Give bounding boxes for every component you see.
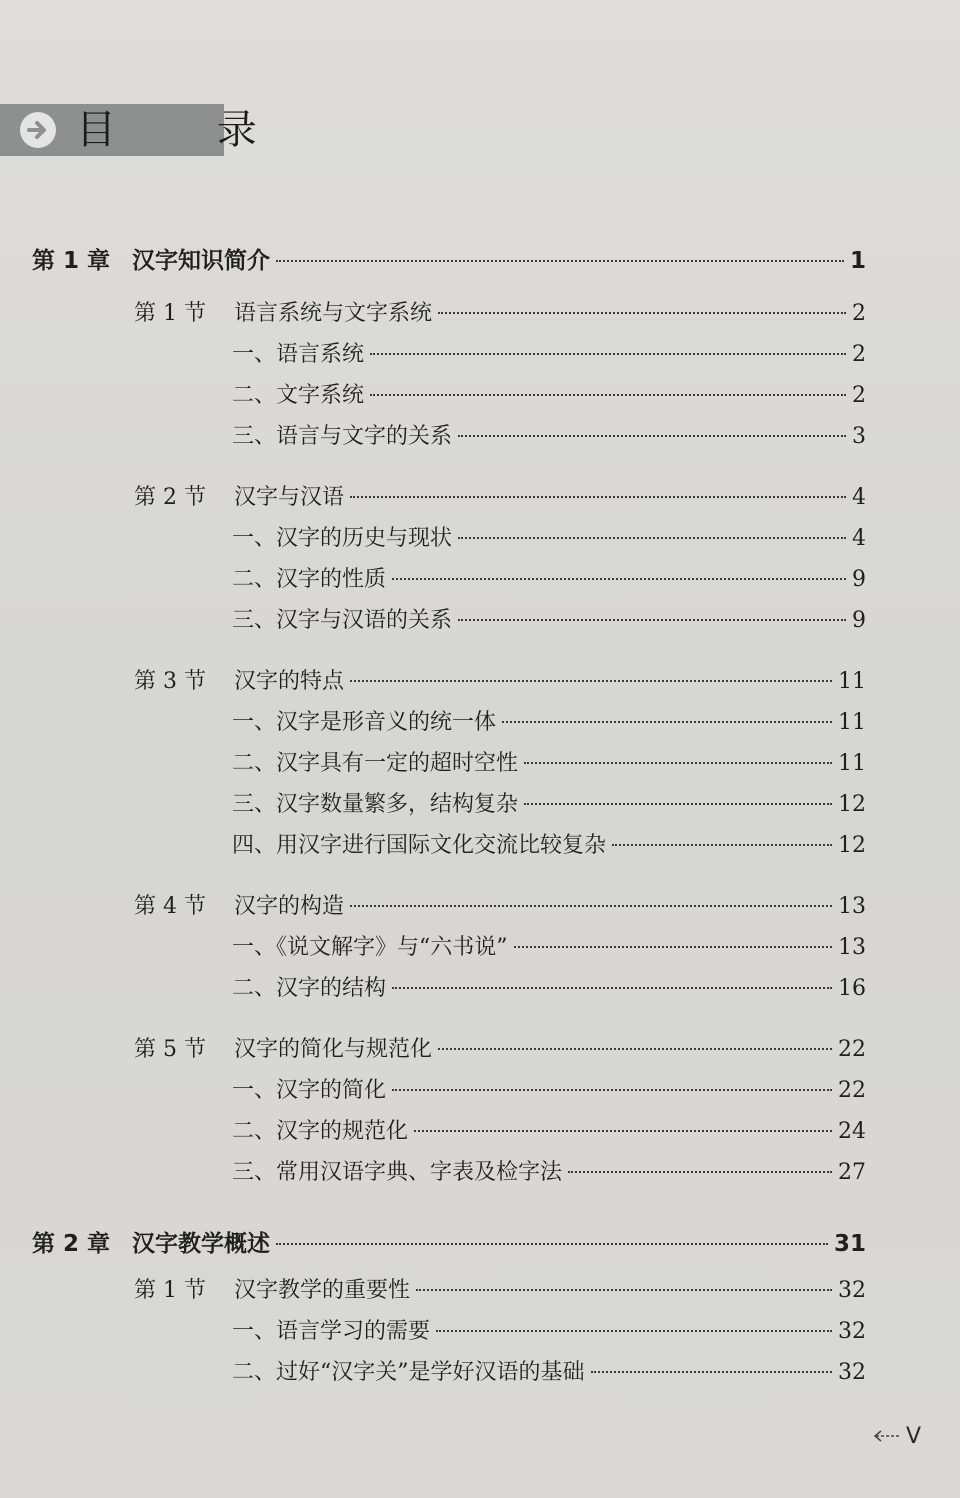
toc-page-number: 4 — [852, 526, 866, 551]
toc-item-title: 一、汉字的历史与现状 — [232, 526, 453, 551]
toc-page-number: 2 — [852, 342, 866, 367]
toc-section-label: 第 4 节 — [134, 894, 206, 919]
toc-chapter-row — [32, 242, 866, 275]
toc-section-title: 汉字的简化与规范化 — [234, 1037, 433, 1062]
toc-section-row — [134, 1273, 866, 1304]
dot-leader — [458, 619, 846, 621]
dot-leader — [612, 844, 832, 846]
toc-section-row — [134, 1032, 866, 1063]
back-arrow-icon — [872, 1424, 900, 1449]
toc-item-row — [232, 1314, 866, 1345]
dot-leader — [524, 762, 832, 764]
toc-item-row — [232, 828, 866, 859]
toc-item-row — [232, 1355, 866, 1386]
toc-item-row — [232, 787, 866, 818]
page-footer — [872, 1424, 921, 1449]
dot-leader — [514, 946, 833, 948]
toc-chapter-row — [32, 1225, 866, 1258]
toc-section-title: 语言系统与文字系统 — [234, 301, 433, 326]
toc-item-title: 一、汉字的简化 — [232, 1078, 387, 1103]
toc-page-number: 32 — [838, 1319, 866, 1344]
toc-item-row — [232, 378, 866, 409]
toc-page-number: 13 — [838, 935, 866, 960]
dot-leader — [438, 312, 846, 314]
toc-item-title: 二、汉字的结构 — [232, 976, 387, 1001]
dot-leader — [438, 1048, 832, 1050]
toc-section-label: 第 3 节 — [134, 669, 206, 694]
dot-leader — [436, 1330, 832, 1332]
dot-leader — [416, 1289, 832, 1291]
toc-item-title: 三、汉字与汉语的关系 — [232, 608, 453, 633]
toc-item-row — [232, 562, 866, 593]
toc-page-number: 12 — [838, 792, 866, 817]
dot-leader — [350, 680, 832, 682]
toc-page-number: 16 — [838, 976, 866, 1001]
toc-page-number: 11 — [838, 669, 866, 694]
page-title: 目 录 — [76, 107, 301, 153]
toc-page-number: 32 — [838, 1360, 866, 1385]
toc-item-title: 二、过好“汉字关”是学好汉语的基础 — [232, 1360, 585, 1385]
toc-item-row — [232, 705, 866, 736]
toc-page-number: 22 — [838, 1037, 866, 1062]
toc-section-title: 汉字的构造 — [234, 894, 345, 919]
toc-item-row — [232, 930, 866, 961]
dot-leader — [392, 1089, 832, 1091]
toc-item-title: 二、汉字具有一定的超时空性 — [232, 751, 519, 776]
dot-leader — [392, 987, 832, 989]
toc-page-number: 24 — [838, 1119, 866, 1144]
dot-leader — [276, 260, 844, 262]
toc-item-title: 三、常用汉语字典、字表及检字法 — [232, 1160, 563, 1185]
toc-section-label: 第 1 节 — [134, 1278, 206, 1303]
toc-item-title: 三、语言与文字的关系 — [232, 424, 453, 449]
dot-leader — [458, 435, 846, 437]
toc-item-title: 一、汉字是形音义的统一体 — [232, 710, 497, 735]
toc-item-title: 四、用汉字进行国际文化交流比较复杂 — [232, 833, 607, 858]
toc-item-row — [232, 1114, 866, 1145]
toc-page-number: 3 — [852, 424, 866, 449]
toc-page-number: 31 — [833, 1231, 866, 1257]
toc-section-title: 汉字的特点 — [234, 669, 345, 694]
toc-page-number: 4 — [852, 485, 866, 510]
dot-leader — [370, 353, 846, 355]
dot-leader — [414, 1130, 832, 1132]
toc-item-row — [232, 603, 866, 634]
toc-chapter-title: 汉字教学概述 — [132, 1231, 270, 1257]
toc-page-number: 12 — [838, 833, 866, 858]
toc-page-number: 2 — [852, 383, 866, 408]
dot-leader — [276, 1243, 828, 1245]
toc-item-title: 一、语言系统 — [232, 342, 365, 367]
toc-page-number: 13 — [838, 894, 866, 919]
toc-item-row — [232, 746, 866, 777]
toc-item-row — [232, 1155, 866, 1186]
dot-leader — [524, 803, 832, 805]
dot-leader — [392, 578, 846, 580]
toc-page-number: 27 — [838, 1160, 866, 1185]
toc-section-label: 第 5 节 — [134, 1037, 206, 1062]
toc-section-title: 汉字教学的重要性 — [234, 1278, 411, 1303]
toc-item-title: 三、汉字数量繁多，结构复杂 — [232, 792, 519, 817]
toc-item-row — [232, 521, 866, 552]
toc-chapter-label: 第 2 章 — [32, 1231, 111, 1257]
toc-item-title: 一、语言学习的需要 — [232, 1319, 431, 1344]
toc-page-number: 11 — [838, 751, 866, 776]
toc-page-number: 9 — [852, 608, 866, 633]
toc-page-number: 11 — [838, 710, 866, 735]
dot-leader — [350, 905, 832, 907]
toc-section-row — [134, 296, 866, 327]
toc-page-number: 2 — [852, 301, 866, 326]
toc-section-title: 汉字与汉语 — [234, 485, 345, 510]
toc-item-row — [232, 419, 866, 450]
toc-item-row — [232, 971, 866, 1002]
toc-page-number: 32 — [838, 1278, 866, 1303]
toc-page-number: 1 — [849, 248, 866, 274]
toc-chapter-title: 汉字知识简介 — [132, 248, 270, 274]
toc-item-row — [232, 337, 866, 368]
toc-section-row — [134, 480, 866, 511]
toc-section-label: 第 2 节 — [134, 485, 206, 510]
toc-item-title: 一、《说文解字》与“六书说” — [232, 935, 508, 960]
toc-chapter-label: 第 1 章 — [32, 248, 111, 274]
toc-item-row — [232, 1073, 866, 1104]
dot-leader — [591, 1371, 833, 1373]
dot-leader — [458, 537, 846, 539]
arrow-right-icon — [20, 112, 56, 148]
dot-leader — [568, 1171, 832, 1173]
toc-item-title: 二、汉字的性质 — [232, 567, 387, 592]
toc-item-title: 二、汉字的规范化 — [232, 1119, 409, 1144]
page-number: V — [906, 1424, 922, 1449]
toc-page-number: 9 — [852, 567, 866, 592]
toc-section-row — [134, 889, 866, 920]
dot-leader — [350, 496, 846, 498]
toc-page-number: 22 — [838, 1078, 866, 1103]
dot-leader — [502, 721, 832, 723]
toc-section-row — [134, 664, 866, 695]
toc-section-label: 第 1 节 — [134, 301, 206, 326]
dot-leader — [370, 394, 846, 396]
toc-item-title: 二、文字系统 — [232, 383, 365, 408]
